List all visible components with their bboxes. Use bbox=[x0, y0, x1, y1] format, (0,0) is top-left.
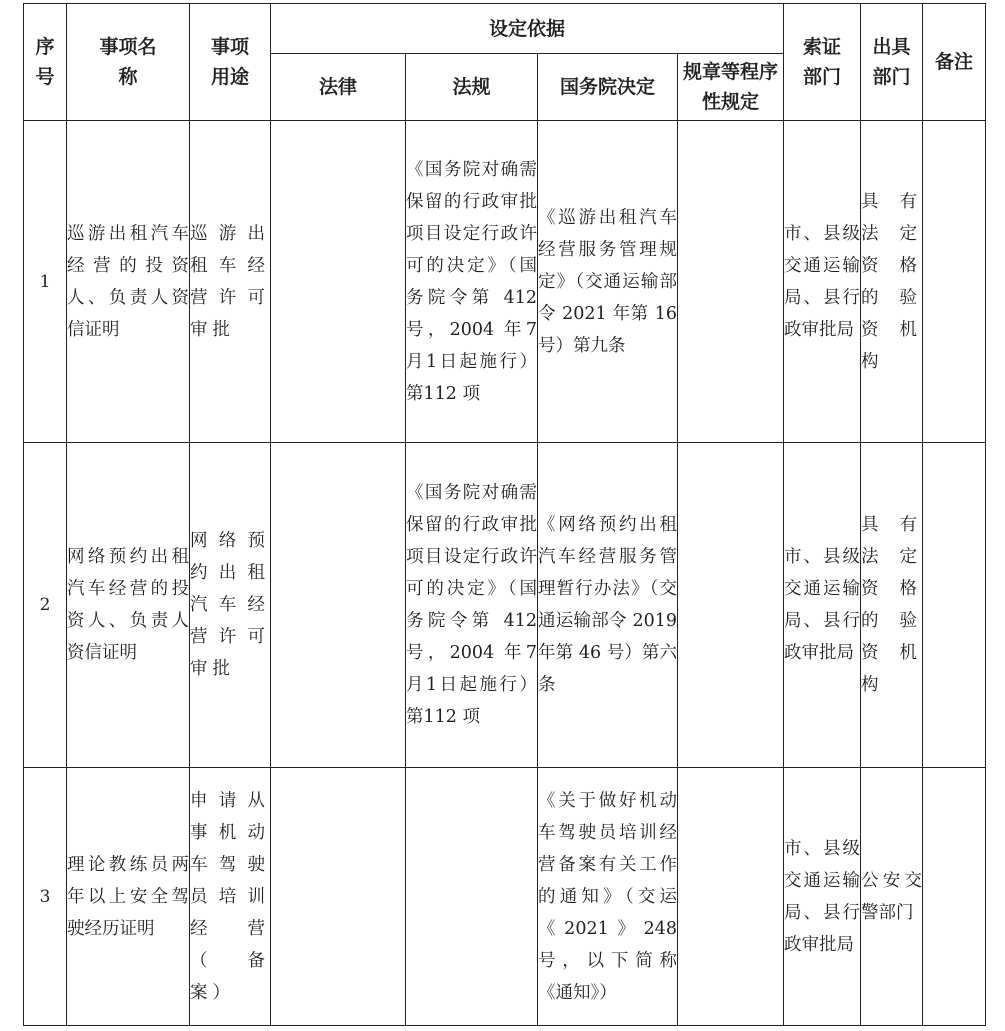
row-issue-dept: 具有法定资格的验资机构 bbox=[861, 121, 923, 443]
row-issue-dept: 具有法定资格的验资机构 bbox=[861, 443, 923, 768]
row-seq: 2 bbox=[24, 443, 67, 768]
header-request-dept: 索证部门 bbox=[784, 4, 861, 121]
table-row bbox=[24, 768, 986, 1026]
row-remarks bbox=[923, 443, 986, 768]
row-name: 理论教练员两年以上安全驾驶经历证明 bbox=[67, 768, 190, 1026]
header-row-1 bbox=[24, 4, 986, 54]
row-name: 网络预约出租汽车经营的投资人、负责人资信证明 bbox=[67, 443, 190, 768]
row-seq: 1 bbox=[24, 121, 67, 443]
row-rules bbox=[678, 121, 784, 443]
row-law bbox=[271, 121, 406, 443]
row-regulation: 《国务院对确需保留的行政审批项目设定行政许可的决定》（国务院令第 412 号，2004 年7月1日起施行）第112 项 bbox=[406, 443, 538, 768]
row-seq: 3 bbox=[24, 768, 67, 1026]
header-regulation: 法规 bbox=[406, 54, 538, 121]
row-issue-dept: 公安交警部门 bbox=[861, 768, 923, 1026]
row-regulation bbox=[406, 768, 538, 1026]
header-law: 法律 bbox=[271, 54, 406, 121]
row-remarks bbox=[923, 121, 986, 443]
row-law bbox=[271, 443, 406, 768]
table-row bbox=[24, 443, 986, 768]
row-request-dept: 市、县级交通运输局、县行政审批局 bbox=[784, 121, 861, 443]
row-name: 巡游出租汽车经营的投资人、负责人资信证明 bbox=[67, 121, 190, 443]
row-rules bbox=[678, 768, 784, 1026]
header-basis: 设定依据 bbox=[271, 4, 784, 54]
table-row bbox=[24, 121, 986, 443]
header-rules: 规章等程序性规定 bbox=[678, 54, 784, 121]
row-state-council: 《关于做好机动车驾驶员培训经营备案有关工作的通知》（交运《2021》248 号，以下简称《通知》） bbox=[538, 768, 678, 1026]
header-remarks: 备注 bbox=[923, 4, 986, 121]
certification-table bbox=[23, 3, 986, 1026]
row-state-council: 《网络预约出租汽车经营服务管理暂行办法》（交通运输部令 2019 年第 46 号）第六条 bbox=[538, 443, 678, 768]
row-request-dept: 市、县级交通运输局、县行政审批局 bbox=[784, 443, 861, 768]
row-request-dept: 市、县级交通运输局、县行政审批局 bbox=[784, 768, 861, 1026]
header-seq: 序号 bbox=[24, 4, 67, 121]
row-regulation: 《国务院对确需保留的行政审批项目设定行政许可的决定》（国务院令第 412 号，2004 年7月1日起施行）第112 项 bbox=[406, 121, 538, 443]
row-purpose: 巡游出租车经营许可审批 bbox=[190, 121, 271, 443]
row-purpose: 网络预约出租汽车经营许可审批 bbox=[190, 443, 271, 768]
row-law bbox=[271, 768, 406, 1026]
row-rules bbox=[678, 443, 784, 768]
header-state-council: 国务院决定 bbox=[538, 54, 678, 121]
row-remarks bbox=[923, 768, 986, 1026]
header-name: 事项名称 bbox=[67, 4, 190, 121]
header-issue-dept: 出具部门 bbox=[861, 4, 923, 121]
header-purpose: 事项用途 bbox=[190, 4, 271, 121]
row-state-council: 《巡游出租汽车经营服务管理规定》（交通运输部令 2021 年第 16 号）第九条 bbox=[538, 121, 678, 443]
row-purpose: 申请从事机动车驾驶员培训经营（备案） bbox=[190, 768, 271, 1026]
